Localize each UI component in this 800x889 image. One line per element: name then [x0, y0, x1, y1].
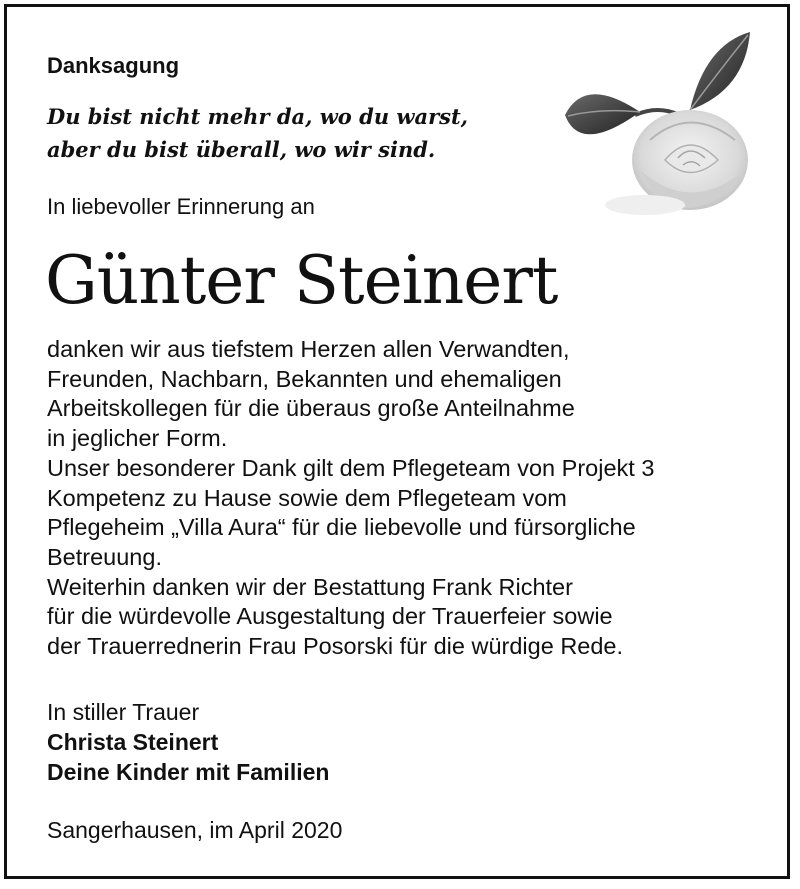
- mourning-intro: In stiller Trauer: [47, 699, 200, 725]
- thanks-line: Betreuung.: [47, 543, 162, 570]
- thanks-line: Pflegeheim „Villa Aura“ für die liebevolle und fürsorgliche: [47, 514, 636, 541]
- thanks-line: Kompetenz zu Hause sowie dem Pflegeteam vom: [47, 484, 567, 511]
- thanks-line: Arbeitskollegen für die überaus große Anteilnahme: [47, 395, 575, 422]
- mourner-name: Christa Steinert: [47, 729, 219, 755]
- thanks-text: [47, 335, 654, 662]
- notice-heading: Danksagung: [47, 53, 180, 78]
- quote-line: Du bist nicht mehr da, wo du warst,: [47, 104, 468, 129]
- thanks-line: Weiterhin danken wir der Bestattung Frank Richter: [47, 573, 573, 600]
- memorial-intro: In liebevoller Erinnerung an: [47, 194, 315, 219]
- deceased-name: Günter Steinert: [45, 242, 558, 319]
- thanks-line: Unser besonderer Dank gilt dem Pflegeteam von Projekt 3: [47, 454, 655, 481]
- quote-line: aber du bist überall, wo wir sind.: [47, 137, 436, 162]
- thanks-line: Freunden, Nachbarn, Bekannten und ehemaligen: [47, 365, 562, 392]
- thanks-line: der Trauerrednerin Frau Posorski für die würdige Rede.: [47, 633, 624, 660]
- thanks-line: für die würdevolle Ausgestaltung der Trauerfeier sowie: [47, 603, 613, 630]
- thanks-line: in jeglicher Form.: [47, 425, 228, 452]
- memorial-quote: [47, 100, 468, 166]
- mourner-name: Deine Kinder mit Familien: [47, 759, 330, 785]
- thanks-line: danken wir aus tiefstem Herzen allen Verwandten,: [47, 336, 570, 362]
- white-rose-with-leaves-icon: [540, 20, 775, 225]
- signature-block: [47, 697, 329, 787]
- place-date: Sangerhausen, im April 2020: [47, 817, 343, 843]
